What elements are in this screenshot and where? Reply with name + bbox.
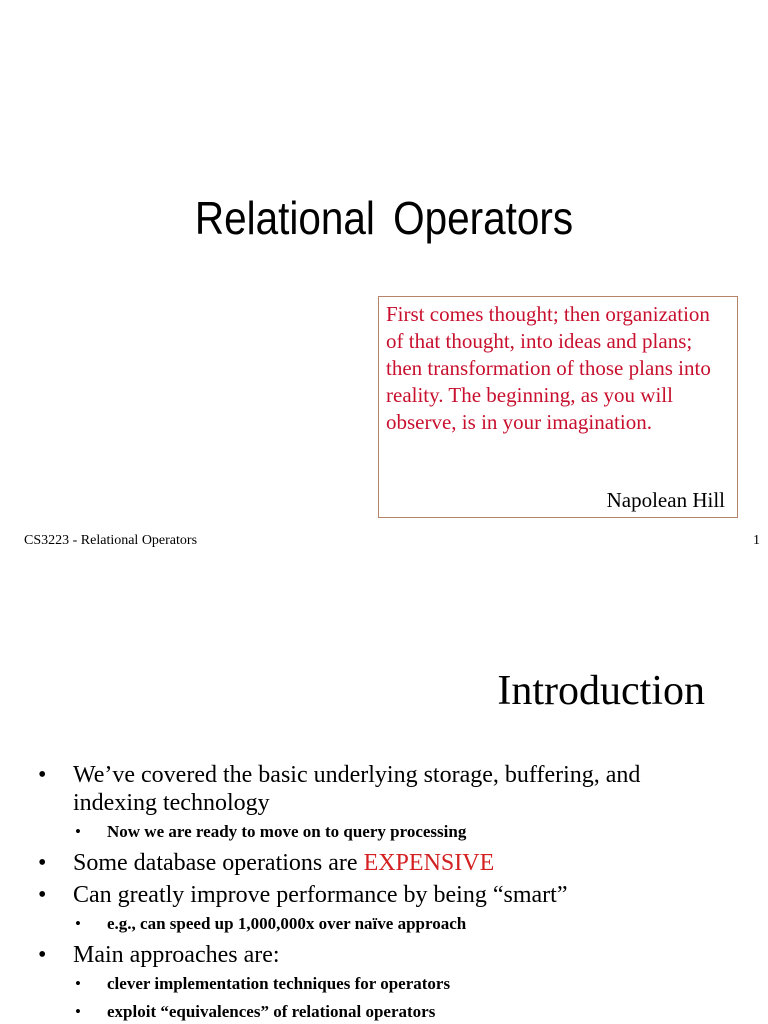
bullet-icon: • bbox=[75, 822, 81, 841]
slide-footer: CS3223 - Relational Operators bbox=[24, 533, 198, 548]
bullet-text: Main approaches are: bbox=[73, 942, 280, 968]
sub-bullet-item bbox=[0, 821, 768, 843]
highlight-text: EXPENSIVE bbox=[363, 850, 495, 876]
bullet-item bbox=[0, 941, 713, 969]
quote-text: First comes thought; then organization of that thought, into ideas and plans; then transformation of those plans into reality. The beginning, as you will observe, is in your imagination. bbox=[386, 302, 711, 434]
bullet-item bbox=[0, 881, 713, 909]
bullet-item bbox=[0, 761, 713, 817]
bullet-item bbox=[0, 849, 713, 877]
bullet-list bbox=[0, 761, 768, 1024]
bullet-text: Can greatly improve performance by being “smart” bbox=[73, 882, 568, 908]
bullet-icon: • bbox=[75, 914, 81, 933]
sub-bullet-text: clever implementation techniques for operators bbox=[107, 974, 451, 993]
bullet-icon: • bbox=[38, 850, 47, 876]
slide-title: Relational Operators bbox=[194, 192, 574, 244]
bullet-text: We’ve covered the basic underlying storage, buffering, and indexing technology bbox=[73, 762, 641, 816]
sub-bullet-item bbox=[0, 973, 768, 995]
quote-author: Napolean Hill bbox=[606, 488, 725, 512]
sub-bullet-text: Now we are ready to move on to query processing bbox=[107, 822, 467, 841]
sub-bullet-text: exploit “equivalences” of relational operators bbox=[107, 1002, 436, 1021]
sub-bullet-text: e.g., can speed up 1,000,000x over naïve approach bbox=[107, 914, 467, 933]
bullet-icon: • bbox=[75, 974, 81, 993]
slide-2 bbox=[0, 576, 768, 1024]
page-number: 1 bbox=[753, 533, 760, 548]
sub-bullet-item bbox=[0, 1001, 768, 1023]
quote-box bbox=[378, 296, 738, 518]
bullet-text: Some database operations are bbox=[73, 850, 364, 876]
bullet-icon: • bbox=[38, 882, 47, 908]
slide-title: Introduction bbox=[497, 668, 705, 714]
bullet-icon: • bbox=[38, 762, 47, 788]
bullet-icon: • bbox=[38, 942, 47, 968]
bullet-icon: • bbox=[75, 1002, 81, 1021]
sub-bullet-item bbox=[0, 913, 768, 935]
